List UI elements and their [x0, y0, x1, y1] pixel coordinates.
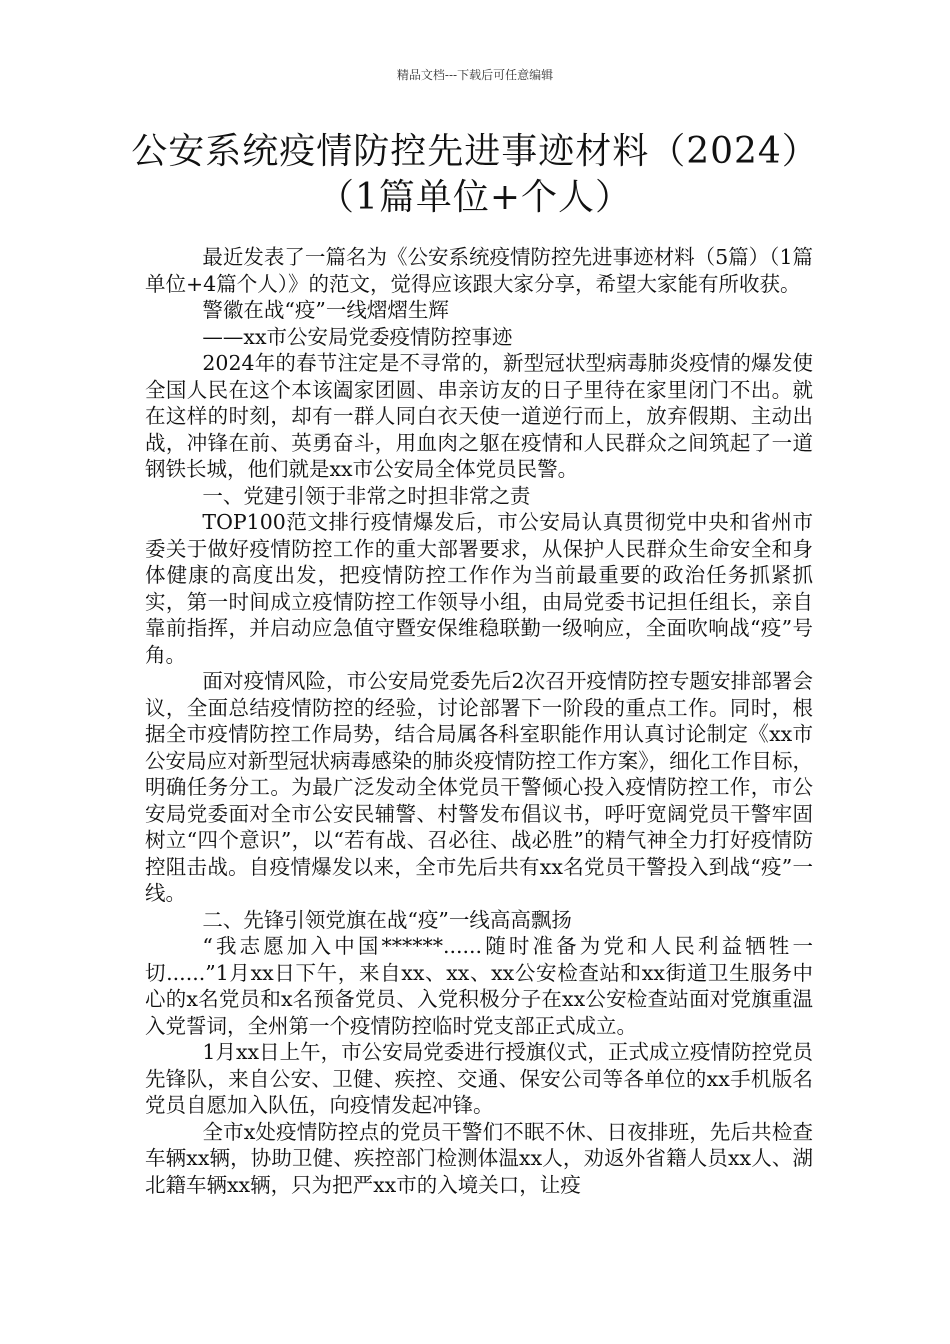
body-paragraph: 面对疫情风险，市公安局党委先后2次召开疫情防控专题安排部署会议，全面总结疫情防控的经验，讨论部署下一阶段的重点工作。同时，根据全市疫情防控工作局势，结合局属各科室职能作用认真讨论制定《xx市公安局应对新型冠状病毒感染的肺炎疫情防控工作方案》，细化工作目标，明确任务分工。为最广泛发动全体党员干警倾心投入疫情防控工作，市公安局党委面对全市公安民辅警、村警发布倡议书，呼吁宽阔党员干警牢固树立“四个意识”，以“若有战、召必往、战必胜”的精气神全力打好疫情防控阻击战。自疫情爆发以来，全市先后共有xx名党员干警投入到战“疫”一线。: [145, 669, 813, 905]
body-paragraph: 2024年的春节注定是不寻常的，新型冠状型病毒肺炎疫情的爆发使全国人民在这个本该阖家团圆、串亲访友的日子里待在家里闭门不出。就在这样的时刻，却有一群人同白衣天使一道逆行而上，放弃假期、主动出战，冲锋在前、英勇奋斗，用血肉之躯在疫情和人民群众之间筑起了一道钢铁长城，他们就是xx市公安局全体党员民警。: [145, 351, 813, 481]
document-title-line1: 公安系统疫情防控先进事迹材料（2024）: [131, 131, 819, 172]
document-body: [145, 244, 813, 1198]
document-title-line2: （1篇单位+个人）: [317, 177, 633, 218]
body-paragraph: 全市x处疫情防控点的党员干警们不眠不休、日夜排班，先后共检查车辆xx辆，协助卫健、疾控部门检测体温xx人，劝返外省籍人员xx人、湖北籍车辆xx辆，只为把严xx市的入境关口，让疫: [145, 1119, 813, 1197]
section-heading-2: 二、先锋引领党旗在战“疫”一线高高飘扬: [202, 907, 572, 932]
section-heading-1: 一、党建引领于非常之时担非常之责: [202, 483, 531, 508]
intro-paragraph: 最近发表了一篇名为《公安系统疫情防控先进事迹材料（5篇）（1篇单位+4篇个人）》的范文，觉得应该跟大家分享，希望大家能有所收获。: [145, 245, 813, 296]
body-paragraph: “我志愿加入中国******......随时准备为党和人民利益牺牲一切......”1月xx日下午，来自xx、xx、xx公安检查站和xx街道卫生服务中心的x名党员和x名预备党员、入党积极分子在xx公安检查站面对党旗重温入党誓词，全州第一个疫情防控临时党支部正式成立。: [145, 934, 813, 1038]
header-note: 精品文档---下载后可任意编辑: [396, 68, 554, 82]
body-paragraph: TOP100范文排行疫情爆发后，市公安局认真贯彻党中央和省州市委关于做好疫情防控工作的重大部署要求，从保护人民群众生命安全和身体健康的高度出发，把疫情防控工作作为当前最重要的政治任务抓紧抓实，第一时间成立疫情防控工作领导小组，由局党委书记担任组长，亲自靠前指挥，并启动应急值守暨安保维稳联勤一级响应，全面吹响战“疫”号角。: [145, 510, 813, 667]
article-subheading: ——xx市公安局党委疫情防控事迹: [202, 324, 513, 349]
article-heading: 警徽在战“疫”一线熠熠生辉: [202, 298, 449, 322]
body-paragraph: 1月xx日上午，市公安局党委进行授旗仪式，正式成立疫情防控党员先锋队，来自公安、卫健、疾控、交通、保安公司等各单位的xx手机版名党员自愿加入队伍，向疫情发起冲锋。: [145, 1040, 813, 1117]
